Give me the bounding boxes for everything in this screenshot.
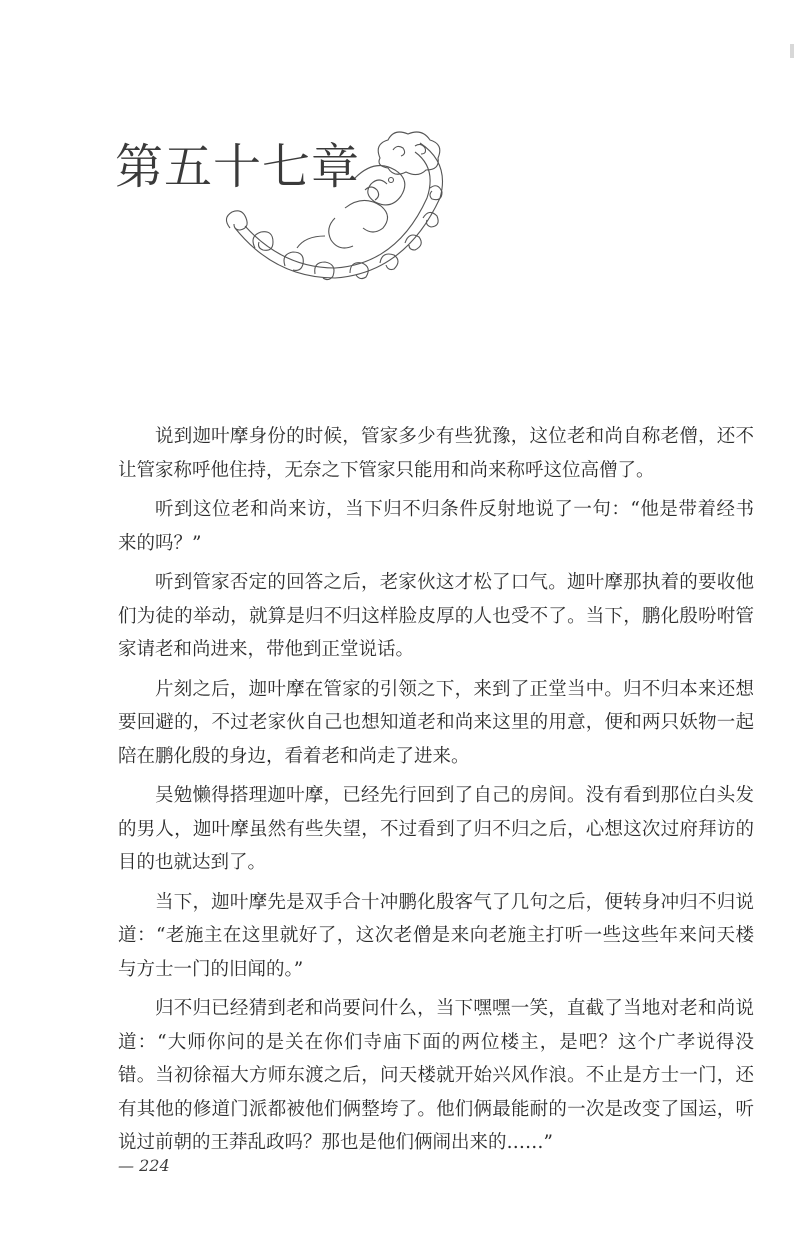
paragraph-3: 听到管家否定的回答之后，老家伙这才松了口气。迦叶摩那执着的要收他们为徒的举动，就算是归不归这样脸皮厚的人也受不了。当下，鹏化殷吩咐管家请老和尚进来，带他到正堂说话。	[118, 572, 754, 660]
page-number: — 224	[118, 1156, 170, 1175]
paragraph-5: 吴勉懒得搭理迦叶摩，已经先行回到了自己的房间。没有看到那位白头发的男人，迦叶摩虽然有些失望，不过看到了归不归之后，心想这次过府拜访的目的也就达到了。	[118, 785, 754, 873]
paragraph-2: 听到这位老和尚来访，当下归不归条件反射地说了一句：“他是带着经书来的吗？”	[118, 499, 754, 554]
paragraph-1: 说到迦叶摩身份的时候，管家多少有些犹豫，这位老和尚自称老僧，还不让管家称呼他住持，无奈之下管家只能用和尚来称呼这位高僧了。	[118, 426, 754, 481]
chapter-title: 第五十七章	[115, 139, 361, 195]
paragraph-6: 当下，迦叶摩先是双手合十冲鹏化殷客气了几句之后，便转身冲归不归说道：“老施主在这里就好了，这次老僧是来向老施主打听一些这些年来问天楼与方士一门的旧闻的。”	[118, 891, 754, 980]
paragraph-7: 归不归已经猜到老和尚要问什么，当下嘿嘿一笑，直截了当地对老和尚说道：“大师你问的是关在你们寺庙下面的两位楼主，是吧？这个广孝说得没错。当初徐福大方师东渡之后，问天楼就开始兴风作浪。不止是方士一门，还有其他的修道门派都被他们俩整垮了。他们俩最能耐的一次是改变了国运，听说过前朝的王莽乱政吗？那也是他们俩闹出来的……”	[118, 998, 754, 1153]
scan-edge-mark	[790, 44, 794, 58]
paragraph-4: 片刻之后，迦叶摩在管家的引领之下，来到了正堂当中。归不归本来还想要回避的，不过老家伙自己也想知道老和尚来这里的用意，便和两只妖物一起陪在鹏化殷的身边，看着老和尚走了进来。	[118, 678, 754, 767]
cloud-dragon-ornament-icon	[215, 118, 455, 288]
body-text	[118, 420, 754, 1166]
